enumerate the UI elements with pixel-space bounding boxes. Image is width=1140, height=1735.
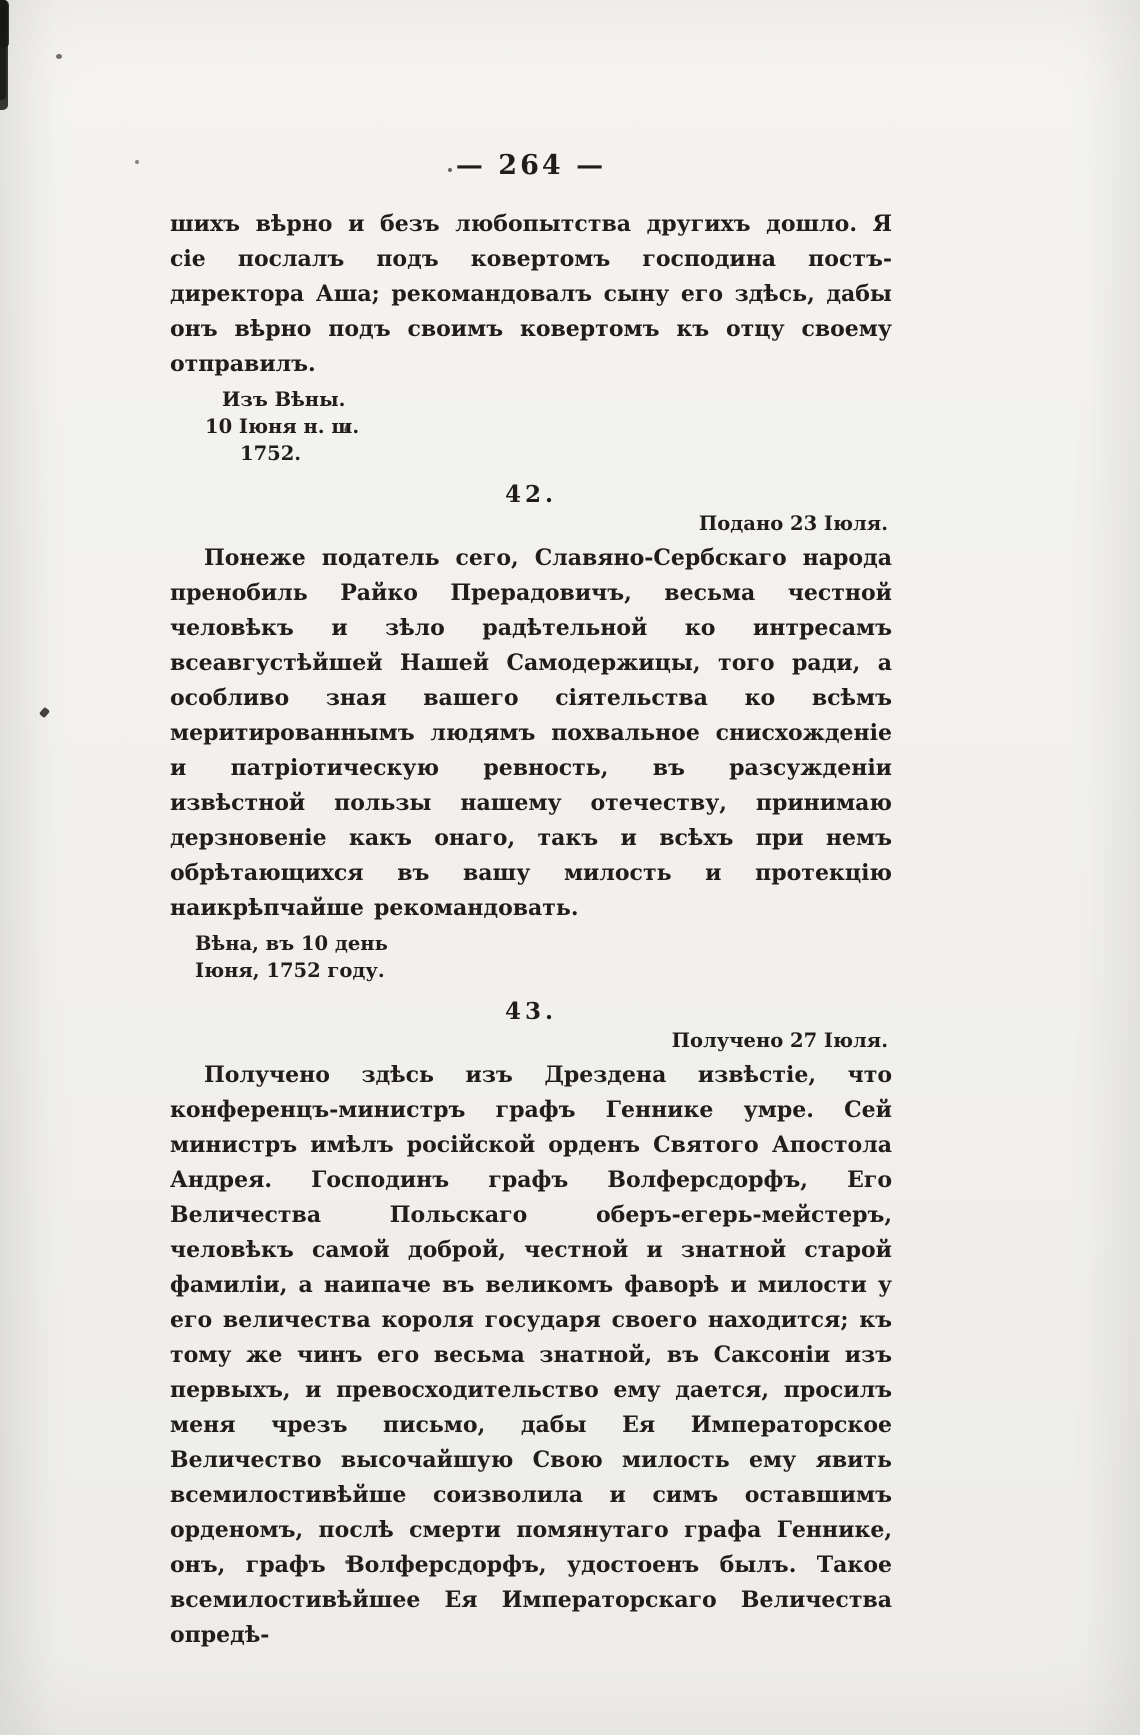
entry-42-dateline	[170, 930, 892, 984]
entry-42-dateline-line2: Іюня, 1752 году.	[195, 959, 385, 982]
entry-42-number: 42.	[504, 481, 557, 508]
entry-42-body: Понеже податель сего, Славяно-Сербскаго народа пренобиль Райко Прерадовичъ, весьма честной человѣкъ и зѣло радѣтельной ко интресамъ всеавгустѣйшей Нашей Самодержицы, того ради, а особливо зная вашего сіятельства ко всѣмъ меритированнымъ людямъ похвальное снисхожденіе и патріотическую ревность, въ разсужденіи извѣстной пользы нашему отечеству, принимаю дерзновеніе какъ онаго, такъ и всѣхъ при немъ обрѣтающихся въ вашу милость и протекцію наикрѣпчайше рекомандовать.	[170, 545, 892, 921]
scan-artifact	[56, 54, 62, 59]
dateline-vienna-date: 10 Іюня н. ш.	[205, 415, 360, 438]
entry-42-annotation: Подано 23 Іюля.	[698, 512, 888, 535]
entry-43-annotation: Получено 27 Іюля.	[671, 1029, 888, 1052]
dateline-vienna-year: 1752.	[240, 442, 302, 465]
paragraph-continuation: шихъ вѣрно и безъ любопытства другихъ дошло. Я сіе послалъ подъ ковертомъ господина постъ-директора Аша; рекомандовалъ сыну его здѣсь, дабы онъ вѣрно подъ своимъ ковертомъ къ отцу своему отправилъ.	[170, 211, 892, 377]
dateline-vienna-place: Изъ Вѣны.	[222, 388, 346, 411]
scan-artifact	[39, 707, 50, 718]
entry-43-body: Получено здѣсь изъ Дрездена извѣстіе, что конференцъ-министръ графъ Геннике умре. Сей министръ имѣлъ російской орденъ Святого Апостола Андрея. Господинъ графъ Волферсдорфъ, Его Величества Польскаго оберъ-егерь-мейстеръ, человѣкъ самой доброй, честной и знатной старой фамиліи, а наипаче въ великомъ фаворѣ и милости у его величества короля государя своего находится; къ тому же чинъ его весьма знатной, въ Саксоніи изъ первыхъ, и превосходительство ему дается, просилъ меня чрезъ письмо, дабы Ея Императорское Величество высочайшую Свою милость ему явить всемилостивѣйше соизволила и симъ оставшимъ орденомъ, послѣ смерти помянутаго графа Геннике, онъ, графъ Волферсдорфъ, удостоенъ былъ. Такое всемилостивѣйшее Ея Императорскаго Величества опредѣ-	[170, 1062, 892, 1648]
page-number: — 264 —	[455, 150, 607, 181]
dateline-vienna	[170, 386, 892, 467]
scan-artifact	[0, 0, 8, 110]
scan-artifact	[135, 160, 139, 164]
text-column	[170, 150, 892, 1657]
entry-43-number: 43.	[504, 998, 557, 1025]
entry-42-dateline-line1: Вѣна, въ 10 день	[195, 932, 388, 955]
